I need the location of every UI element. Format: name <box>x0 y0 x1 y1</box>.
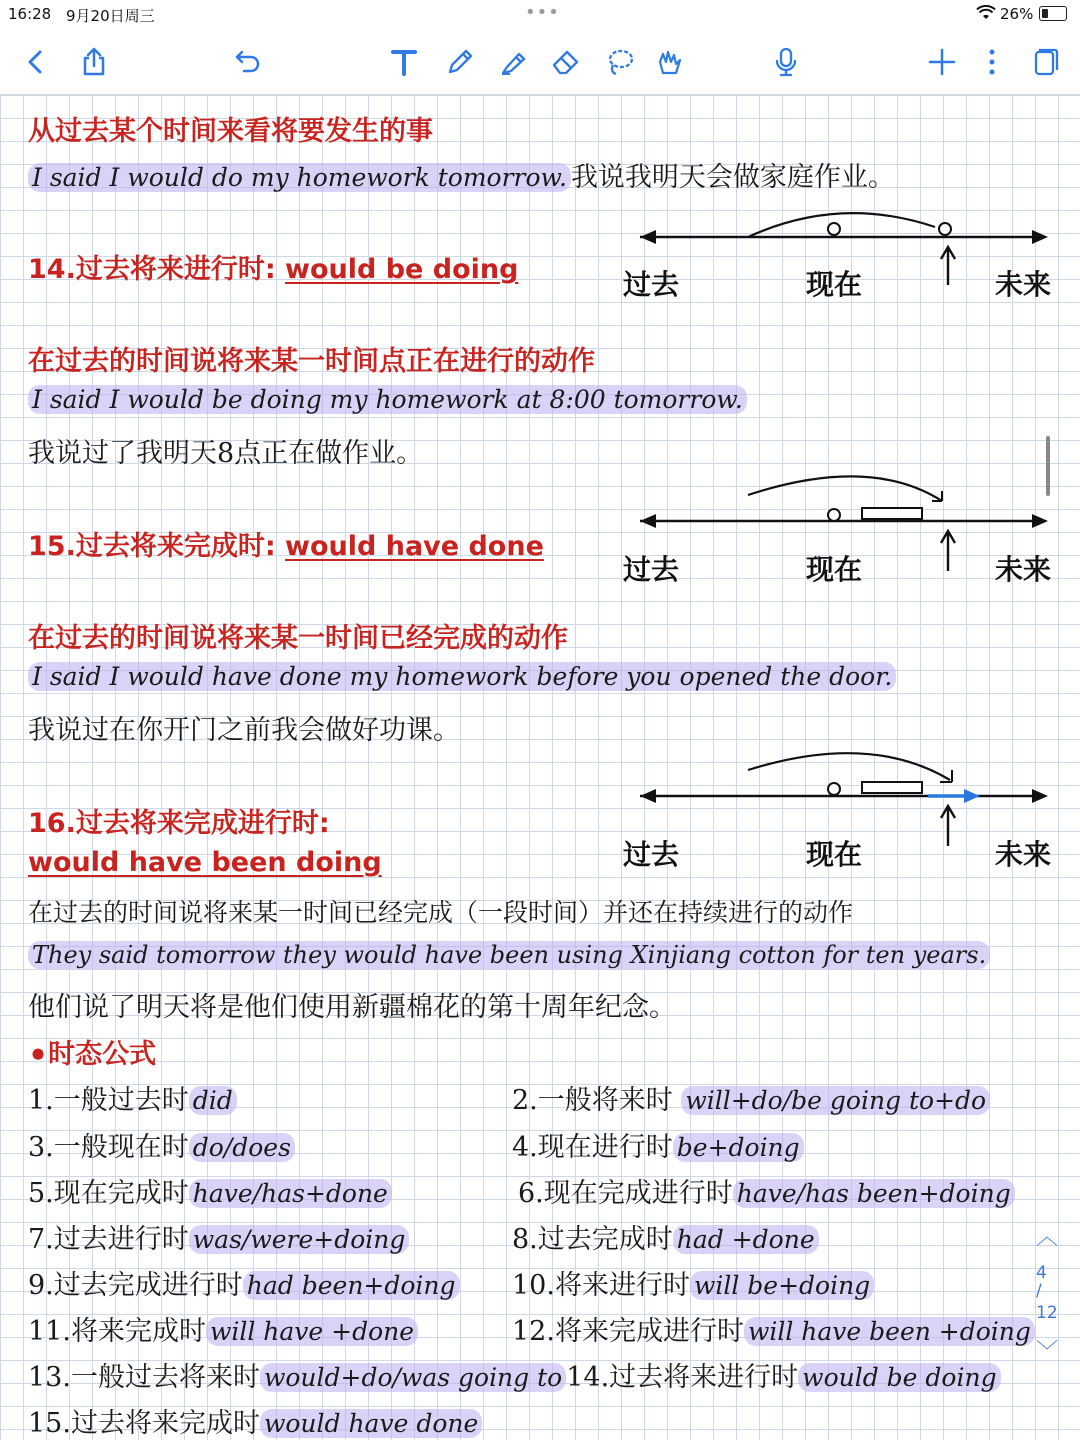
multitask-dots-icon[interactable]: ••• <box>525 2 560 23</box>
formula-heading-text: 时态公式 <box>48 1039 157 1070</box>
add-icon[interactable] <box>922 42 962 82</box>
highlighter-icon[interactable] <box>494 42 534 82</box>
section14-example-en-line <box>28 385 747 414</box>
section16-example-cn: 他们说了明天将是他们使用新疆棉花的第十周年纪念。 <box>28 992 676 1023</box>
eraser-icon[interactable] <box>546 42 586 82</box>
formula-item-4: 4.现在进行时 be+doing <box>512 1125 804 1164</box>
note-page[interactable] <box>0 95 1080 1440</box>
formula-item-1: 1.一般过去时 did <box>28 1078 237 1117</box>
lasso-icon[interactable] <box>600 42 640 82</box>
status-date: 9月20日周三 <box>66 7 155 25</box>
microphone-icon[interactable] <box>766 42 806 82</box>
page-down-icon[interactable]: ﹀ <box>1036 1340 1059 1365</box>
more-icon[interactable] <box>972 42 1012 82</box>
status-time: 16:28 <box>8 5 52 23</box>
timeline3-future: 未来 <box>995 838 1052 871</box>
section15-title-form: would have done <box>285 531 544 562</box>
section16-subtitle: 在过去的时间说将来某一时间已经完成（一段时间）并还在持续进行的动作 <box>28 898 854 927</box>
section16-example-en-line <box>28 941 990 969</box>
timeline2-now: 现在 <box>806 553 863 586</box>
back-icon[interactable] <box>16 42 56 82</box>
text-tool-icon[interactable] <box>384 42 424 82</box>
bullet-icon: ⚫ <box>28 1041 49 1069</box>
undo-icon[interactable] <box>228 42 268 82</box>
section14-subtitle: 在过去的时间说将来某一时间点正在进行的动作 <box>28 346 595 377</box>
s13-example-en: I said I would do my homework tomorrow. <box>28 163 571 192</box>
section14-example-en: I said I would be doing my homework at 8:00 tomorrow. <box>28 385 747 414</box>
formula-item-15: 15.过去将来完成时 would have done <box>28 1401 482 1440</box>
s13-example <box>28 155 895 194</box>
section15-title-prefix: 15.过去将来完成时: <box>28 531 286 562</box>
section16-example-en: They said tomorrow they would have been using Xinjiang cotton for ten years. <box>28 941 990 969</box>
timeline3-past: 过去 <box>623 838 680 871</box>
section14-title-prefix: 14.过去将来进行时: <box>28 254 286 285</box>
section14-title <box>28 247 518 286</box>
formula-item-12: 12.将来完成进行时 will have been +doing <box>512 1309 1035 1348</box>
page-number-total: 12 <box>1036 1303 1058 1323</box>
timeline2-past: 过去 <box>623 553 680 586</box>
formula-item-6: 6.现在完成进行时 have/has been+doing <box>518 1171 1015 1210</box>
scrollbar[interactable] <box>1046 436 1050 496</box>
page-up-icon[interactable]: ︿ <box>1036 1225 1059 1250</box>
formula-item-8: 8.过去完成时 had +done <box>512 1217 819 1256</box>
section14-title-form: would be doing <box>285 254 519 285</box>
status-bar <box>0 0 1080 28</box>
section16-title-prefix: 16.过去将来完成进行时: <box>28 808 330 839</box>
formula-item-5: 5.现在完成时 have/has+done <box>28 1171 392 1210</box>
battery-icon <box>1039 6 1067 21</box>
formula-item-11: 11.将来完成时 will have +done <box>28 1309 418 1348</box>
formula-item-9: 9.过去完成进行时 had been+doing <box>28 1263 460 1302</box>
section13-subtitle: 从过去某个时间来看将要发生的事 <box>28 116 433 147</box>
timeline1-future: 未来 <box>995 268 1052 301</box>
section15-example-en: I said I would have done my homework before you opened the door. <box>28 662 896 691</box>
section15-example-cn: 我说过在你开门之前我会做好功课。 <box>28 715 460 746</box>
wifi-icon <box>976 5 996 25</box>
toolbar <box>0 28 1080 95</box>
timeline1-past: 过去 <box>623 268 680 301</box>
pen-icon[interactable] <box>440 42 480 82</box>
s13-example-cn: 我说我明天会做家庭作业。 <box>570 162 895 193</box>
formula-heading <box>28 1032 156 1071</box>
pages-icon[interactable] <box>1024 42 1064 82</box>
battery-percent: 26% <box>1000 5 1034 23</box>
section15-example-en-line <box>28 662 896 691</box>
timeline3-now: 现在 <box>806 838 863 871</box>
section14-example-cn: 我说过了我明天8点正在做作业。 <box>28 438 424 469</box>
shapes-icon[interactable] <box>650 42 690 82</box>
formula-item-10: 10.将来进行时 will be+doing <box>512 1263 874 1302</box>
share-icon[interactable] <box>74 42 114 82</box>
section15-subtitle: 在过去的时间说将来某一时间已经完成的动作 <box>28 623 568 654</box>
page-number-current: 4 <box>1036 1263 1047 1283</box>
formula-item-7: 7.过去进行时 was/were+doing <box>28 1217 409 1256</box>
timeline2-future: 未来 <box>995 553 1052 586</box>
section15-title <box>28 524 544 563</box>
formula-item-13-14: 13.一般过去将来时 would+do/was going to 14.过去将来进行时 would be doing <box>28 1355 1001 1394</box>
section16-title-form: would have been doing <box>28 847 382 878</box>
timeline1-now: 现在 <box>806 268 863 301</box>
page-slash: / <box>1036 1281 1042 1301</box>
formula-item-2: 2.一般将来时 will+do/be going to+do <box>512 1078 990 1117</box>
formula-item-3: 3.一般现在时 do/does <box>28 1125 295 1164</box>
